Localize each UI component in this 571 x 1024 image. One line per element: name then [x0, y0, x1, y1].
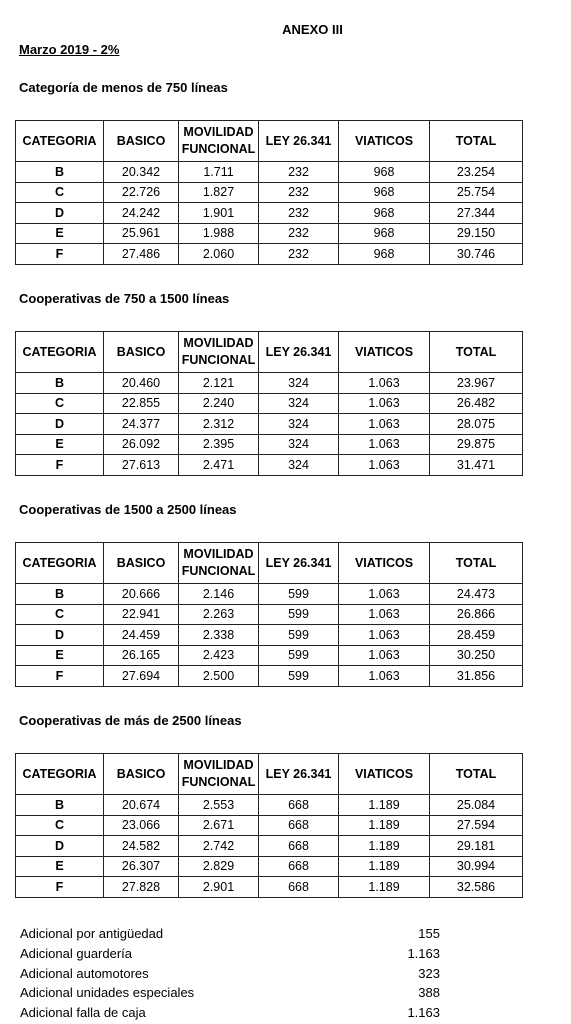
header-total: TOTAL [430, 121, 523, 162]
additional-item-label: Adicional guardería [20, 945, 133, 961]
table-row [16, 856, 523, 877]
cell-ley: 599 [259, 584, 339, 605]
additional-item-amount: 1.163 [407, 945, 440, 961]
cell-basico: 23.066 [104, 815, 179, 836]
header-row [16, 543, 523, 584]
salary-table-1 [15, 120, 523, 265]
header-ley: LEY 26.341 [259, 754, 339, 795]
cell-basico: 24.459 [104, 625, 179, 646]
table-row [16, 666, 523, 687]
section-title-3: Cooperativas de 1500 a 2500 líneas [19, 502, 237, 517]
salary-table-3 [15, 542, 523, 687]
cell-ley: 232 [259, 244, 339, 265]
cell-total: 30.746 [430, 244, 523, 265]
cell-basico: 26.165 [104, 645, 179, 666]
cell-movilidad: 1.988 [179, 223, 259, 244]
cell-viaticos: 1.063 [339, 666, 430, 687]
cell-total: 29.150 [430, 223, 523, 244]
cell-categoria: F [16, 877, 104, 898]
header-viaticos: VIATICOS [339, 754, 430, 795]
header-ley: LEY 26.341 [259, 121, 339, 162]
cell-basico: 22.855 [104, 393, 179, 414]
cell-total: 31.856 [430, 666, 523, 687]
cell-total: 27.344 [430, 203, 523, 224]
cell-categoria: F [16, 666, 104, 687]
header-basico: BASICO [104, 121, 179, 162]
cell-movilidad: 2.312 [179, 414, 259, 435]
additional-item [20, 964, 440, 984]
cell-movilidad: 2.471 [179, 455, 259, 476]
header-categoria: CATEGORIA [16, 121, 104, 162]
cell-categoria: C [16, 815, 104, 836]
cell-basico: 24.582 [104, 836, 179, 857]
cell-ley: 324 [259, 373, 339, 394]
cell-viaticos: 968 [339, 162, 430, 183]
table-row [16, 203, 523, 224]
cell-total: 28.075 [430, 414, 523, 435]
section-title-2: Cooperativas de 750 a 1500 líneas [19, 291, 230, 306]
cell-movilidad: 2.263 [179, 604, 259, 625]
cell-movilidad: 2.423 [179, 645, 259, 666]
cell-categoria: E [16, 856, 104, 877]
table-row [16, 373, 523, 394]
cell-categoria: F [16, 455, 104, 476]
cell-ley: 232 [259, 223, 339, 244]
cell-basico: 20.342 [104, 162, 179, 183]
table-row [16, 836, 523, 857]
cell-total: 32.586 [430, 877, 523, 898]
cell-ley: 599 [259, 645, 339, 666]
cell-ley: 232 [259, 182, 339, 203]
table-row [16, 455, 523, 476]
cell-ley: 599 [259, 666, 339, 687]
cell-total: 28.459 [430, 625, 523, 646]
cell-viaticos: 1.063 [339, 584, 430, 605]
header-ley: LEY 26.341 [259, 332, 339, 373]
cell-categoria: E [16, 434, 104, 455]
cell-categoria: D [16, 203, 104, 224]
header-categoria: CATEGORIA [16, 754, 104, 795]
cell-viaticos: 1.189 [339, 856, 430, 877]
additional-item [20, 944, 440, 964]
header-total: TOTAL [430, 543, 523, 584]
cell-categoria: B [16, 162, 104, 183]
cell-basico: 22.941 [104, 604, 179, 625]
cell-categoria: B [16, 584, 104, 605]
header-viaticos: VIATICOS [339, 332, 430, 373]
cell-movilidad: 2.829 [179, 856, 259, 877]
cell-viaticos: 1.189 [339, 795, 430, 816]
cell-movilidad: 2.395 [179, 434, 259, 455]
table-row [16, 434, 523, 455]
table-row [16, 795, 523, 816]
table-row [16, 584, 523, 605]
cell-viaticos: 968 [339, 223, 430, 244]
cell-ley: 232 [259, 203, 339, 224]
cell-total: 31.471 [430, 455, 523, 476]
cell-categoria: B [16, 373, 104, 394]
cell-viaticos: 1.063 [339, 434, 430, 455]
cell-basico: 20.460 [104, 373, 179, 394]
additional-item-amount: 323 [418, 965, 440, 981]
cell-basico: 27.694 [104, 666, 179, 687]
cell-categoria: D [16, 414, 104, 435]
table-row [16, 604, 523, 625]
header-ley: LEY 26.341 [259, 543, 339, 584]
annex-title: ANEXO III [282, 22, 343, 37]
cell-movilidad: 2.240 [179, 393, 259, 414]
section-title-4: Cooperativas de más de 2500 líneas [19, 713, 242, 728]
header-movilidad: MOVILIDAD FUNCIONAL [179, 754, 259, 795]
cell-basico: 24.377 [104, 414, 179, 435]
section-title-1: Categoría de menos de 750 líneas [19, 80, 228, 95]
cell-ley: 668 [259, 856, 339, 877]
cell-basico: 25.961 [104, 223, 179, 244]
table-row [16, 625, 523, 646]
cell-ley: 324 [259, 434, 339, 455]
table-row [16, 815, 523, 836]
header-row [16, 121, 523, 162]
cell-total: 23.254 [430, 162, 523, 183]
cell-basico: 20.666 [104, 584, 179, 605]
additional-item-amount: 388 [418, 985, 440, 1001]
cell-total: 24.473 [430, 584, 523, 605]
cell-total: 23.967 [430, 373, 523, 394]
cell-categoria: B [16, 795, 104, 816]
additional-item-label: Adicional por antigüedad [20, 926, 164, 941]
cell-ley: 668 [259, 795, 339, 816]
cell-movilidad: 2.553 [179, 795, 259, 816]
header-movilidad: MOVILIDAD FUNCIONAL [179, 543, 259, 584]
cell-viaticos: 1.063 [339, 414, 430, 435]
cell-movilidad: 1.827 [179, 182, 259, 203]
table-row [16, 162, 523, 183]
cell-total: 25.084 [430, 795, 523, 816]
cell-movilidad: 1.901 [179, 203, 259, 224]
cell-categoria: D [16, 625, 104, 646]
cell-basico: 26.092 [104, 434, 179, 455]
cell-ley: 232 [259, 162, 339, 183]
header-basico: BASICO [104, 332, 179, 373]
cell-total: 30.250 [430, 645, 523, 666]
cell-ley: 324 [259, 455, 339, 476]
cell-ley: 324 [259, 393, 339, 414]
cell-basico: 20.674 [104, 795, 179, 816]
cell-categoria: E [16, 645, 104, 666]
additional-item [20, 1003, 440, 1023]
additional-item-amount: 155 [418, 926, 440, 941]
cell-movilidad: 2.121 [179, 373, 259, 394]
cell-total: 25.754 [430, 182, 523, 203]
header-viaticos: VIATICOS [339, 121, 430, 162]
cell-ley: 324 [259, 414, 339, 435]
header-total: TOTAL [430, 332, 523, 373]
header-categoria: CATEGORIA [16, 332, 104, 373]
cell-ley: 599 [259, 625, 339, 646]
additional-item-label: Adicional unidades especiales [20, 985, 195, 1001]
cell-categoria: C [16, 182, 104, 203]
cell-movilidad: 2.060 [179, 244, 259, 265]
cell-movilidad: 2.146 [179, 584, 259, 605]
cell-ley: 599 [259, 604, 339, 625]
cell-categoria: E [16, 223, 104, 244]
cell-ley: 668 [259, 836, 339, 857]
cell-categoria: F [16, 244, 104, 265]
table-row [16, 414, 523, 435]
additional-item [20, 983, 440, 1003]
table-row [16, 645, 523, 666]
additional-items-list [20, 924, 440, 1023]
table-row [16, 393, 523, 414]
cell-viaticos: 968 [339, 244, 430, 265]
cell-categoria: D [16, 836, 104, 857]
cell-movilidad: 2.901 [179, 877, 259, 898]
cell-viaticos: 1.063 [339, 373, 430, 394]
additional-item-label: Adicional falla de caja [20, 1005, 146, 1021]
cell-basico: 27.486 [104, 244, 179, 265]
cell-total: 29.181 [430, 836, 523, 857]
table-row [16, 244, 523, 265]
cell-viaticos: 1.189 [339, 815, 430, 836]
header-viaticos: VIATICOS [339, 543, 430, 584]
header-basico: BASICO [104, 754, 179, 795]
cell-movilidad: 1.711 [179, 162, 259, 183]
header-categoria: CATEGORIA [16, 543, 104, 584]
cell-ley: 668 [259, 815, 339, 836]
cell-viaticos: 1.063 [339, 625, 430, 646]
cell-viaticos: 968 [339, 182, 430, 203]
header-row [16, 754, 523, 795]
cell-movilidad: 2.671 [179, 815, 259, 836]
additional-item-label: Adicional automotores [20, 965, 149, 981]
cell-movilidad: 2.500 [179, 666, 259, 687]
cell-basico: 22.726 [104, 182, 179, 203]
table-row [16, 877, 523, 898]
cell-categoria: C [16, 604, 104, 625]
cell-basico: 27.613 [104, 455, 179, 476]
cell-viaticos: 1.063 [339, 645, 430, 666]
cell-total: 30.994 [430, 856, 523, 877]
cell-categoria: C [16, 393, 104, 414]
cell-ley: 668 [259, 877, 339, 898]
cell-basico: 24.242 [104, 203, 179, 224]
cell-viaticos: 968 [339, 203, 430, 224]
header-row [16, 332, 523, 373]
header-total: TOTAL [430, 754, 523, 795]
cell-viaticos: 1.189 [339, 836, 430, 857]
cell-viaticos: 1.063 [339, 455, 430, 476]
cell-total: 27.594 [430, 815, 523, 836]
salary-table-2 [15, 331, 523, 476]
header-basico: BASICO [104, 543, 179, 584]
cell-movilidad: 2.742 [179, 836, 259, 857]
cell-viaticos: 1.063 [339, 393, 430, 414]
additional-item-amount: 1.163 [407, 1005, 440, 1021]
cell-viaticos: 1.063 [339, 604, 430, 625]
table-row [16, 182, 523, 203]
cell-total: 26.482 [430, 393, 523, 414]
additional-item [20, 924, 440, 944]
cell-viaticos: 1.189 [339, 877, 430, 898]
cell-basico: 26.307 [104, 856, 179, 877]
header-movilidad: MOVILIDAD FUNCIONAL [179, 332, 259, 373]
cell-total: 29.875 [430, 434, 523, 455]
period-title: Marzo 2019 - 2% [19, 42, 120, 57]
header-movilidad: MOVILIDAD FUNCIONAL [179, 121, 259, 162]
salary-table-4 [15, 753, 523, 898]
cell-movilidad: 2.338 [179, 625, 259, 646]
table-row [16, 223, 523, 244]
cell-total: 26.866 [430, 604, 523, 625]
cell-basico: 27.828 [104, 877, 179, 898]
